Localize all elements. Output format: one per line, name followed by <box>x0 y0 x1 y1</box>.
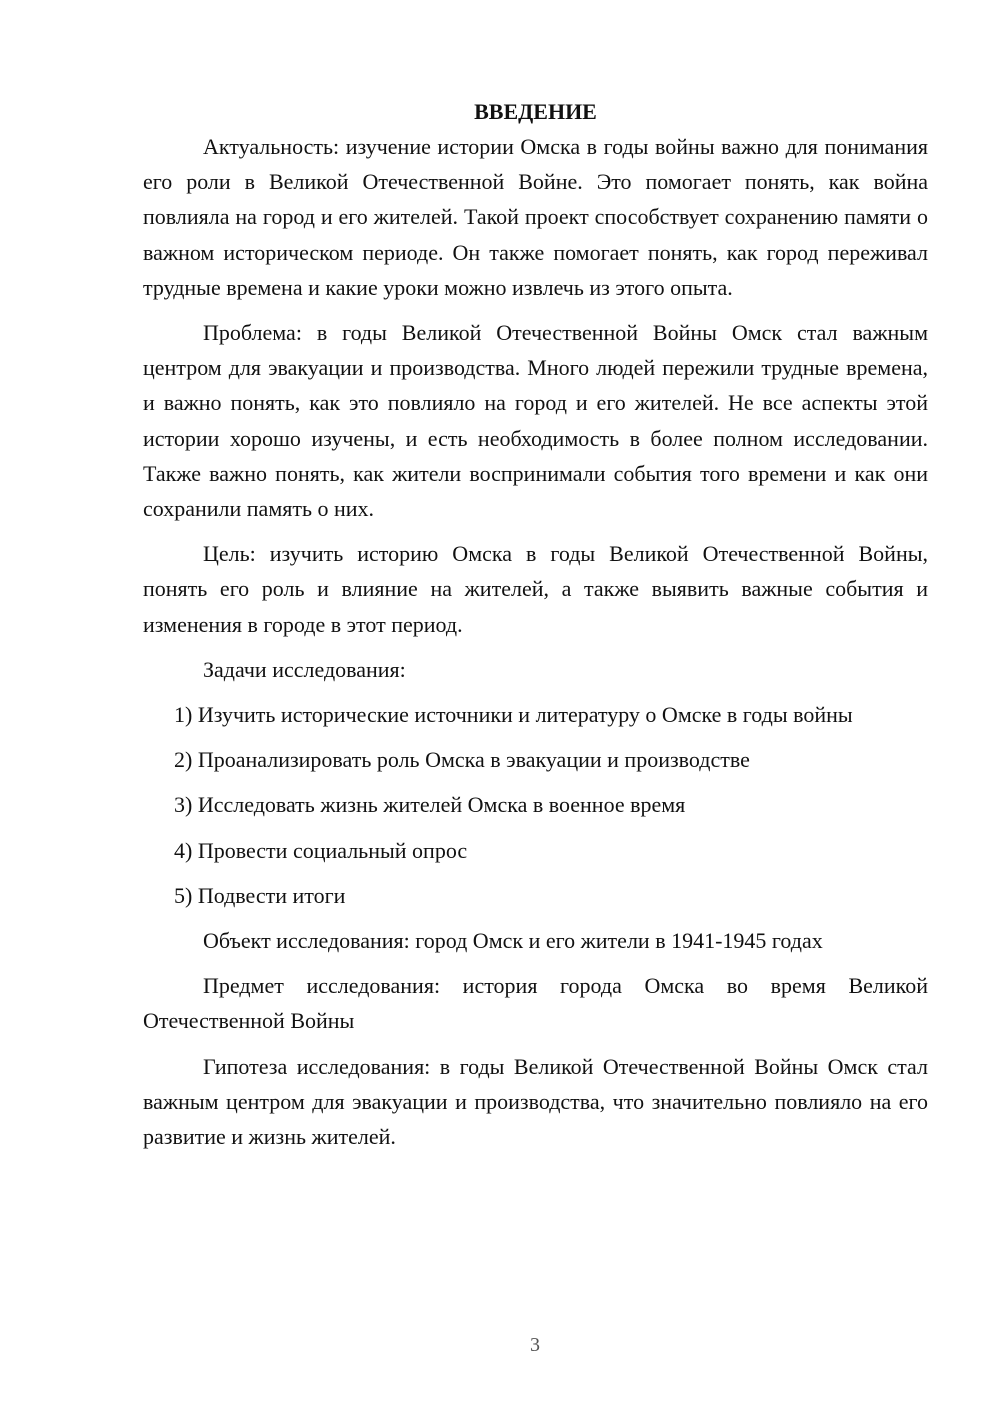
task-item-4: 4) Провести социальный опрос <box>174 837 468 863</box>
paragraph-subject: Предмет исследования: история города Омска во время Великой Отечественной Войны <box>143 973 928 1034</box>
paragraph-object: Объект исследования: город Омск и его жители в 1941-1945 годах <box>203 928 823 954</box>
page-title: ВВЕДЕНИЕ <box>474 99 597 124</box>
paragraph-goal: Цель: изучить историю Омска в годы Великой Отечественной Войны, понять его роль и влияние на жителей, а также выявить важные события и изменения в городе в этот период. <box>143 541 928 637</box>
document-body <box>143 94 928 1154</box>
paragraph-hypothesis: Гипотеза исследования: в годы Великой Отечественной Войны Омск стал важным центром для эвакуации и производства, что значительно повлияло на его развитие и жизнь жителей. <box>143 1053 928 1150</box>
paragraph-tasks-heading: Задачи исследования: <box>203 656 406 682</box>
task-item-3: 3) Исследовать жизнь жителей Омска в военное время <box>174 792 686 818</box>
paragraph-problem: Проблема: в годы Великой Отечественной Войны Омск стал важным центром для эвакуации и производства. Много людей пережили трудные времена, и важно понять, как это повлияло на город и его жителей. Не все аспекты этой истории хорошо изучены, и есть необходимость в более полном исследовании. Также важно понять, как жители воспринимали события того времени и как они сохранили память о них. <box>143 320 928 522</box>
page-number: 3 <box>530 1334 540 1356</box>
paragraph-relevance: Актуальность: изучение истории Омска в годы войны важно для понимания его роли в Великой Отечественной Войне. Это помогает понять, как война повлияла на город и его жителей. Такой проект способствует сохранению памяти о важном историческом периоде. Он также помогает понять, как город переживал трудные времена и какие уроки можно извлечь из этого опыта. <box>143 134 928 300</box>
task-item-5: 5) Подвести итоги <box>174 882 346 908</box>
task-item-1: 1) Изучить исторические источники и литературу о Омске в годы войны <box>174 702 853 728</box>
task-item-2: 2) Проанализировать роль Омска в эвакуации и производстве <box>174 747 750 773</box>
